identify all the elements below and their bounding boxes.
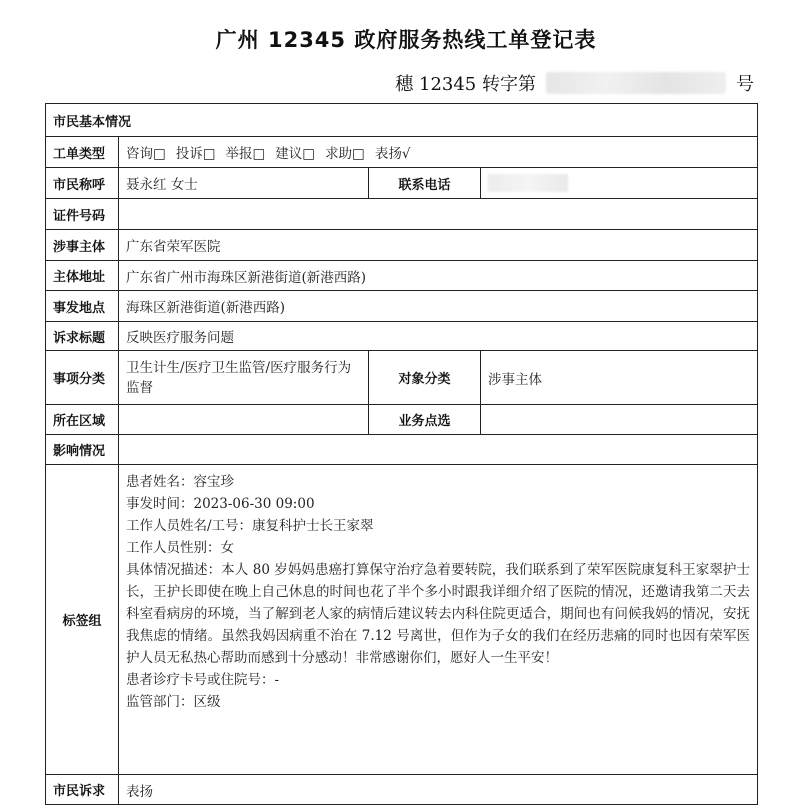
option-consult: 咨询□ xyxy=(126,146,166,162)
row-citizen-name xyxy=(46,168,758,199)
incident-time: 事发时间：2023-06-30 09:00 xyxy=(126,496,315,512)
row-id-number xyxy=(46,199,758,230)
object-category-value: 涉事主体 xyxy=(481,351,758,405)
subject-label: 涉事主体 xyxy=(46,230,119,261)
row-appeal xyxy=(46,775,758,805)
row-impact xyxy=(46,435,758,465)
supervising-department: 监管部门：区级 xyxy=(126,694,221,710)
order-type-options xyxy=(119,137,758,168)
row-appeal-title xyxy=(46,322,758,351)
situation-description: 具体情况描述：本人 80 岁妈妈患癌打算保守治疗急着要转院，我们联系到了荣军医院康复科王家翠护士长，王护长即使在晚上自己休息的时间也花了半个多小时跟我详细介绍了医院的情况，还邀请我第二天去科室看病房的环境，当了解到老人家的病情后建议转去内科住院更适合，期间也有问候我妈的情况，安抚我焦虑的情绪。虽然我妈因病重不治在 7.12 号离世，但作为子女的我们在经历悲痛的同时也因有荣军医护人员无私热心帮助而感到十分感动！非常感谢你们，愿好人一生平安！ xyxy=(126,562,751,666)
option-complaint: 投诉□ xyxy=(175,146,216,162)
item-category-label: 事项分类 xyxy=(46,351,119,405)
option-suggestion: 建议□ xyxy=(275,146,316,162)
registration-table xyxy=(45,103,758,805)
reference-prefix: 穗 12345 转字第 xyxy=(395,74,536,95)
patient-card-number: 患者诊疗卡号或住院号：- xyxy=(126,672,280,688)
option-help: 求助□ xyxy=(325,146,365,162)
row-region xyxy=(46,405,758,435)
row-subject xyxy=(46,230,758,261)
region-value xyxy=(119,405,369,435)
reference-suffix: 号 xyxy=(736,74,754,95)
region-label: 所在区域 xyxy=(46,405,119,435)
citizen-name-value: 聂永红 女士 xyxy=(119,168,369,199)
redacted-number xyxy=(546,72,726,94)
tags-label: 标签组 xyxy=(46,465,119,775)
object-category-label: 对象分类 xyxy=(369,351,481,405)
phone-value xyxy=(481,168,758,199)
row-tags xyxy=(46,465,758,775)
appeal-value: 表扬 xyxy=(119,775,758,805)
appeal-label: 市民诉求 xyxy=(46,775,119,805)
section-citizen-heading: 市民基本情况 xyxy=(46,104,758,137)
row-incident-place xyxy=(46,291,758,322)
appeal-title-value: 反映医疗服务问题 xyxy=(119,322,758,351)
patient-name: 患者姓名：容宝珍 xyxy=(126,474,234,490)
appeal-title-label: 诉求标题 xyxy=(46,322,119,351)
row-order-type xyxy=(46,137,758,168)
option-praise: 表扬√ xyxy=(374,146,411,162)
subject-value: 广东省荣军医院 xyxy=(119,230,758,261)
business-point-label: 业务点选 xyxy=(369,405,481,435)
row-item-category xyxy=(46,351,758,405)
subject-address-value: 广东省广州市海珠区新港街道(新港西路) xyxy=(119,261,758,291)
form-title: 广州 12345 政府服务热线工单登记表 xyxy=(215,28,597,52)
citizen-name-label: 市民称呼 xyxy=(46,168,119,199)
phone-label: 联系电话 xyxy=(369,168,481,199)
id-number-value xyxy=(119,199,758,230)
row-section-citizen xyxy=(46,104,758,137)
incident-place-value: 海珠区新港街道(新港西路) xyxy=(119,291,758,322)
redacted-phone xyxy=(488,174,568,192)
staff-gender: 工作人员性别：女 xyxy=(126,540,234,556)
order-type-label: 工单类型 xyxy=(46,137,119,168)
incident-place-label: 事发地点 xyxy=(46,291,119,322)
row-subject-address xyxy=(46,261,758,291)
option-report: 举报□ xyxy=(225,146,266,162)
impact-value xyxy=(119,435,758,465)
reference-number xyxy=(395,70,754,96)
impact-label: 影响情况 xyxy=(46,435,119,465)
business-point-value xyxy=(481,405,758,435)
id-number-label: 证件号码 xyxy=(46,199,119,230)
item-category-value: 卫生计生/医疗卫生监管/医疗服务行为监督 xyxy=(119,351,369,405)
subject-address-label: 主体地址 xyxy=(46,261,119,291)
tags-content xyxy=(119,465,758,775)
staff-name: 工作人员姓名/工号：康复科护士长王家翠 xyxy=(126,518,374,534)
